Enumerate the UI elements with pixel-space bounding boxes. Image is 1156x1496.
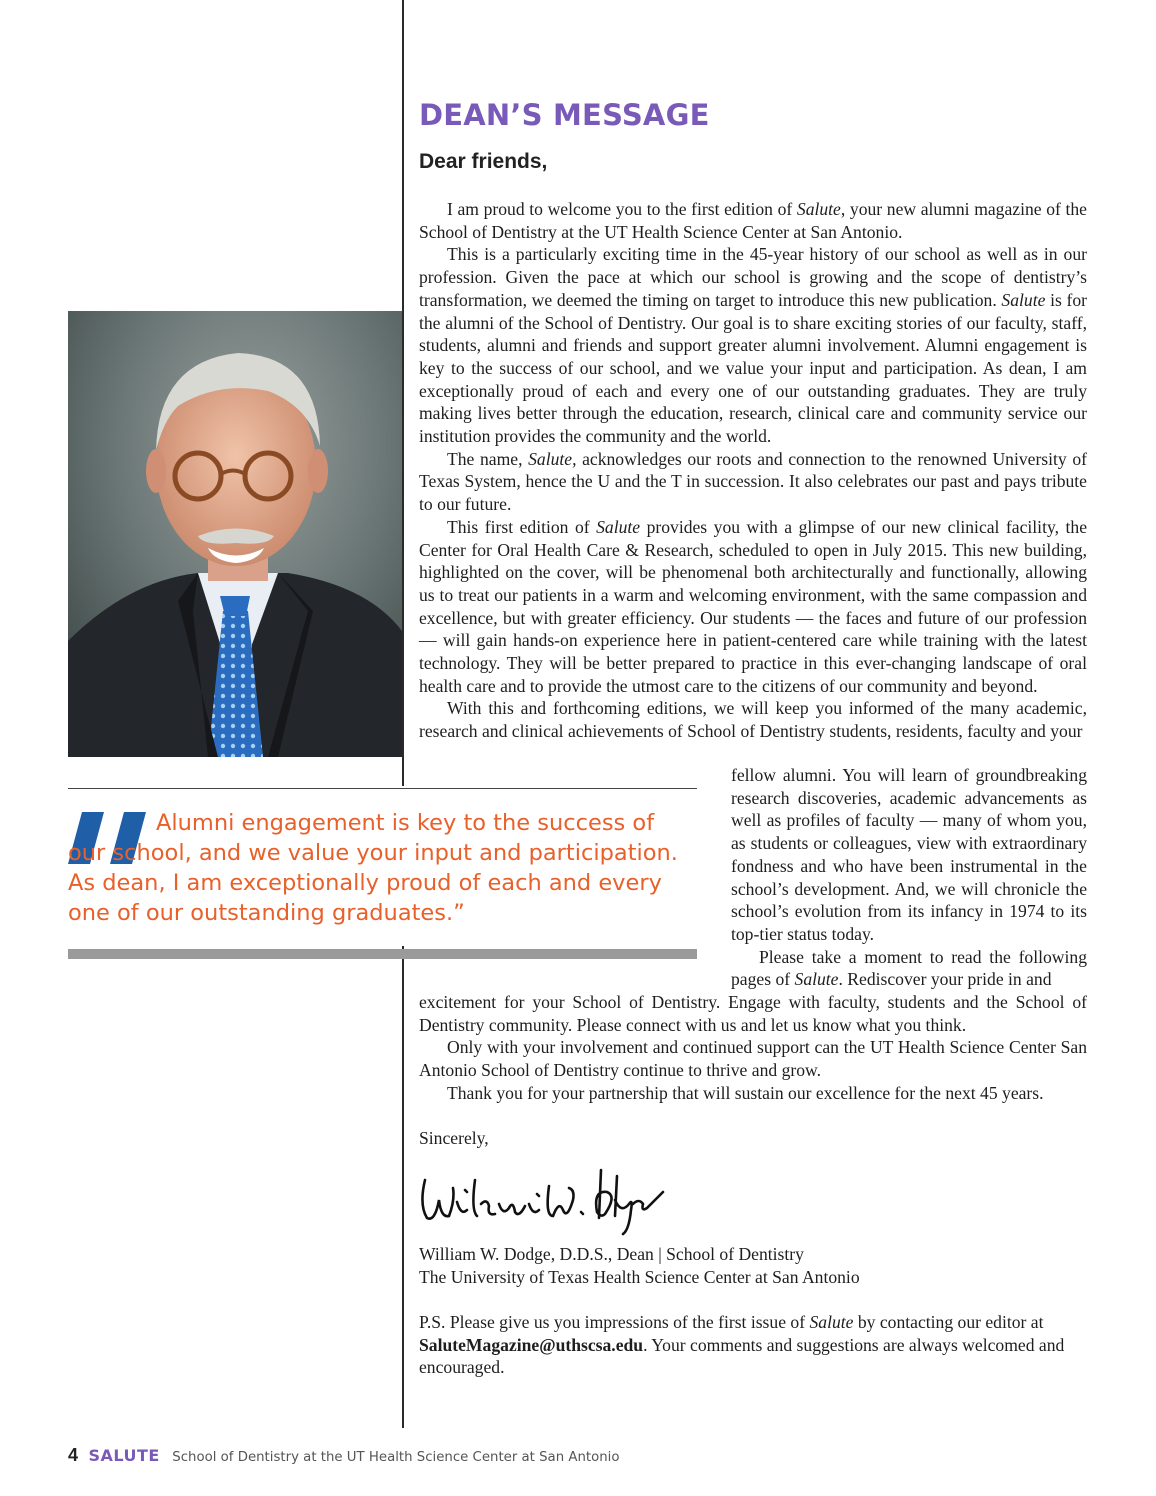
pull-quote-top-rule [68, 788, 697, 789]
magazine-brand: SALUTE [88, 1446, 160, 1465]
paragraph-4: This first edition of Salute provides you with a glimpse of our new clinical facility, the Center for Oral Health Care & Research, scheduled to open in July 2015. This new building, highlighted on the cover, will be phenomenal both architecturally and functionally, allowing us to treat our patients in a warm and welcoming environment, with the same compassion and excellence, but with greater efficiency. Our students — the faces and future of our profession — will gain hands-on experience here in patient-centered care while training with the latest technology. They will be better prepared to practice in this ever-changing landscape of oral health care and to provide the utmost care to the citizens of our community and beyond. [419, 516, 1087, 696]
signature-image [417, 1160, 677, 1236]
pull-quote-bottom-rule [68, 949, 697, 959]
letter-body-middle [731, 764, 1087, 991]
pull-quote [68, 808, 688, 928]
paragraph-3: The name, Salute, acknowledges our roots and connection to the renowned University of Texas System, hence the U and the T in succession. It also celebrates our past and pays tribute to our future. [419, 448, 1087, 515]
paragraph-6-continued: excitement for your School of Dentistry. Engage with faculty, students and the School of Dentistry community. Please connect with us and let us know what you think. [419, 992, 1087, 1035]
pull-quote-text: Alumni engagement is key to the success of our school, and we value your input and participation. As dean, I am exceptionally proud of each and every one of our outstanding graduates.” [68, 810, 678, 926]
signer-name: William W. Dodge, D.D.S., Dean | School of Dentistry [419, 1244, 804, 1264]
postscript: P.S. Please give us you impressions of the first issue of Salute by contacting our editor at SaluteMagazine@uthscsa.edu. Your comments and suggestions are always welcomed and encouraged. [419, 1312, 1065, 1378]
page-title: DEAN’S MESSAGE [419, 98, 710, 132]
sign-off: Sincerely, [419, 1128, 489, 1148]
editor-email-link[interactable]: SaluteMagazine@uthscsa.edu [419, 1334, 644, 1355]
column-divider-top [402, 0, 404, 786]
paragraph-5-continued: fellow alumni. You will learn of groundbreaking research discoveries, academic advancements as well as profiles of faculty — many of whom you, as students or colleagues, view with extraordinary fondness and who have been instrumental in the school’s development. And, we will chronicle the school’s evolution from its infancy in 1974 to its top-tier status today. [731, 765, 1087, 944]
letter-body-top [419, 198, 1087, 743]
greeting: Dear friends, [419, 150, 548, 173]
paragraph-7: Only with your involvement and continued support can the UT Health Science Center San Antonio School of Dentistry continue to thrive and grow. [419, 1037, 1087, 1081]
signer-institution: The University of Texas Health Science Center at San Antonio [419, 1267, 860, 1287]
paragraph-8: Thank you for your partnership that will sustain our excellence for the next 45 years. [447, 1082, 1044, 1103]
paragraph-5-start: With this and forthcoming editions, we will keep you informed of the many academic, research and clinical achievements of School of Dentistry students, residents, faculty and your [419, 698, 1087, 742]
footer-subtitle: School of Dentistry at the UT Health Science Center at San Antonio [172, 1450, 620, 1465]
page-footer [68, 1445, 620, 1466]
paragraph-6-start: Please take a moment to read the following pages of Salute. Rediscover your pride in and [731, 946, 1087, 990]
column-divider-bottom [402, 946, 404, 1428]
dean-portrait-photo [68, 311, 402, 757]
portrait-illustration [68, 311, 402, 757]
letter-body-bottom [419, 991, 1087, 1105]
page-number: 4 [68, 1445, 79, 1465]
paragraph-1: I am proud to welcome you to the first edition of Salute, your new alumni magazine of the School of Dentistry at the UT Health Science Center at San Antonio. [419, 199, 1087, 242]
paragraph-2: This is a particularly exciting time in the 45-year history of our school as well as in our profession. Given the pace at which our school is growing and the scope of dentistry’s transformation, we deemed the timing on target to introduce this new publication. Salute is for the alumni of the School of Dentistry. Our goal is to share exciting stories of our faculty, staff, students, alumni and friends and support greater alumni involvement. Alumni engagement is key to the success of our school, and we value your input and participation. As dean, I am exceptionally proud of each and every one of our outstanding graduates. They are truly making lives better through the education, research, clinical care and community service our institution provides the community and the world. [419, 244, 1087, 447]
